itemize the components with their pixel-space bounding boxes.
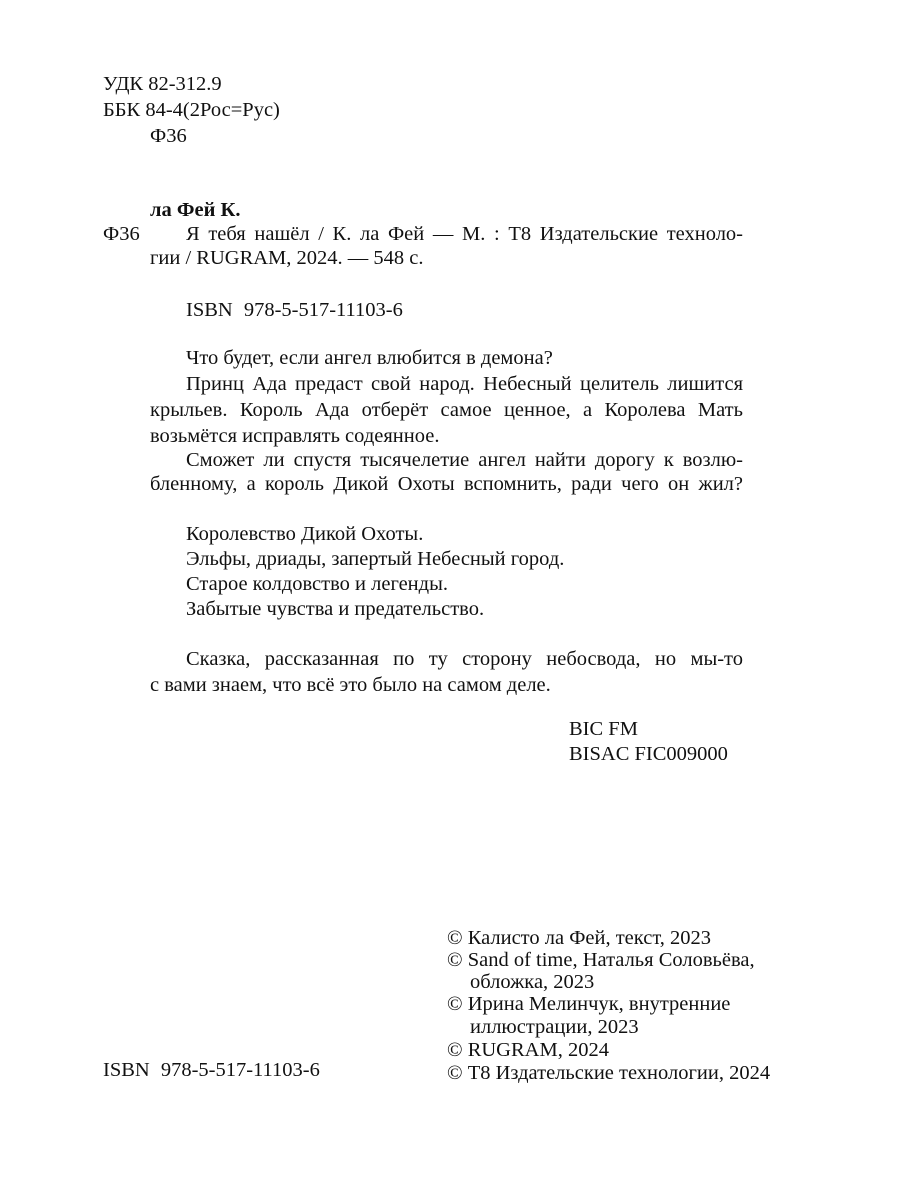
author-mark-top: Ф36 — [150, 125, 187, 147]
udk-code: УДК 82-312.9 — [103, 73, 222, 95]
annotation-line-4: возьмётся исправлять содеянное. — [150, 425, 440, 447]
entry-isbn: ISBN 978-5-517-11103-6 — [186, 299, 403, 321]
annotation-list-line-3: Старое колдовство и легенды. — [186, 573, 448, 595]
bisac-code: BISAC FIC009000 — [569, 743, 728, 765]
annotation-line-1: Что будет, если ангел влюбится в демона? — [186, 347, 553, 369]
bic-code: BIC FM — [569, 718, 638, 740]
annotation-list-line-1: Королевство Дикой Охоты. — [186, 523, 424, 545]
annotation-line-5: Сможет ли спустя тысячелетие ангел найти дорогу к возлю- — [186, 449, 743, 471]
annotation-list-line-4: Забытые чувства и предательство. — [186, 598, 485, 620]
copyright-line-2: © Sand of time, Наталья Соловьёва, — [447, 949, 755, 971]
copyright-line-5: иллюстрации, 2023 — [470, 1016, 639, 1038]
annotation-line-2: Принц Ада предаст свой народ. Небесный целитель лишится — [186, 373, 743, 395]
annotation-line-6: бленному, а король Дикой Охоты вспомнить, ради чего он жил? — [150, 473, 743, 495]
annotation-closing-line-2: с вами знаем, что всё это было на самом деле. — [150, 674, 551, 696]
author-heading: ла Фей К. — [150, 199, 241, 221]
bbk-code: ББК 84-4(2Рос=Рус) — [103, 99, 280, 121]
copyright-line-6: © RUGRAM, 2024 — [447, 1039, 609, 1061]
copyright-line-1: © Калисто ла Фей, текст, 2023 — [447, 927, 711, 949]
copyright-line-7: © Т8 Издательские технологии, 2024 — [447, 1062, 771, 1084]
author-mark-entry: Ф36 — [103, 223, 140, 245]
annotation-list-line-2: Эльфы, дриады, запертый Небесный город. — [186, 548, 565, 570]
copyright-line-3: обложка, 2023 — [470, 971, 595, 993]
entry-description-line-1: Я тебя нашёл / К. ла Фей — М. : Т8 Издательские техноло- — [186, 223, 743, 245]
annotation-closing-line-1: Сказка, рассказанная по ту сторону небосвода, но мы-то — [186, 648, 743, 670]
footer-isbn: ISBN 978-5-517-11103-6 — [103, 1059, 320, 1081]
annotation-line-3: крыльев. Король Ада отберёт самое ценное, а Королева Мать — [150, 399, 743, 421]
copyright-line-4: © Ирина Мелинчук, внутренние — [447, 993, 731, 1015]
entry-description-line-2: гии / RUGRAM, 2024. — 548 с. — [150, 247, 424, 269]
